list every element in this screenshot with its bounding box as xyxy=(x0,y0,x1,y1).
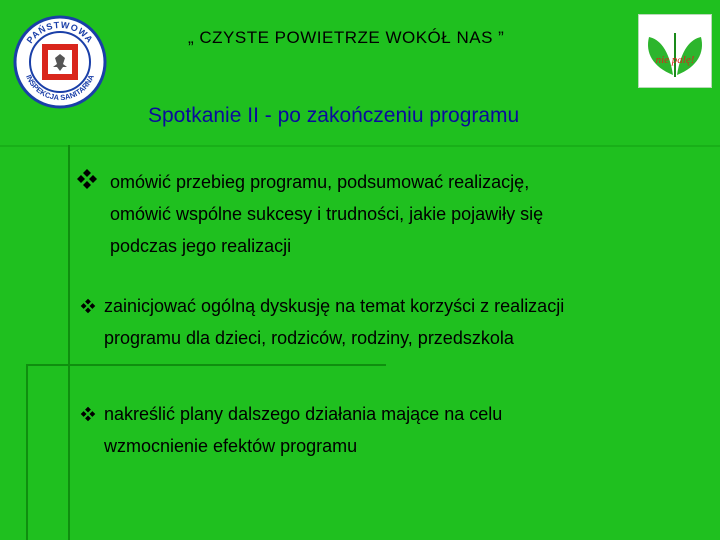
diamond-bullet-icon xyxy=(76,168,98,190)
decorative-line xyxy=(26,364,28,540)
green-leaves-logo-icon xyxy=(639,15,711,87)
bullet-item xyxy=(80,398,700,462)
decorative-line xyxy=(26,364,386,366)
sanitary-inspection-emblem-icon xyxy=(12,14,108,110)
diamond-bullet-icon xyxy=(80,406,96,422)
bullet-line: omówić wspólne sukcesy i trudności, jakie pojawiły się xyxy=(110,204,544,224)
bullet-line: omówić przebieg programu, podsumować realizację, xyxy=(110,172,530,192)
bullet-item xyxy=(76,166,696,262)
decorative-line xyxy=(68,145,70,540)
bullet-line: zainicjować ogólną dyskusję na temat korzyści z realizacji xyxy=(104,296,565,316)
header-title: „ CZYSTE POWIETRZE WOKÓŁ NAS ” xyxy=(188,28,505,47)
bullet-item xyxy=(80,290,720,354)
bullet-line: wzmocnienie efektów programu xyxy=(104,436,358,456)
sanitary-inspection-logo xyxy=(12,14,108,110)
emblem-text-bottom: INSPEKCJA SANITARNA xyxy=(24,73,96,103)
decorative-band xyxy=(0,145,720,147)
diamond-bullet-icon xyxy=(80,298,96,314)
logo-text: nie palę! xyxy=(655,54,695,66)
slide-subtitle: Spotkanie II - po zakończeniu programu xyxy=(148,104,520,127)
bullet-line: nakreślić plany dalszego działania mające na celu xyxy=(104,404,503,424)
emblem-text-top: PAŃSTWOWA xyxy=(24,19,96,46)
no-smoking-logo xyxy=(638,14,712,88)
bullet-line: podczas jego realizacji xyxy=(110,236,292,256)
bullet-line: programu dla dzieci, rodziców, rodziny, przedszkola xyxy=(104,328,514,348)
